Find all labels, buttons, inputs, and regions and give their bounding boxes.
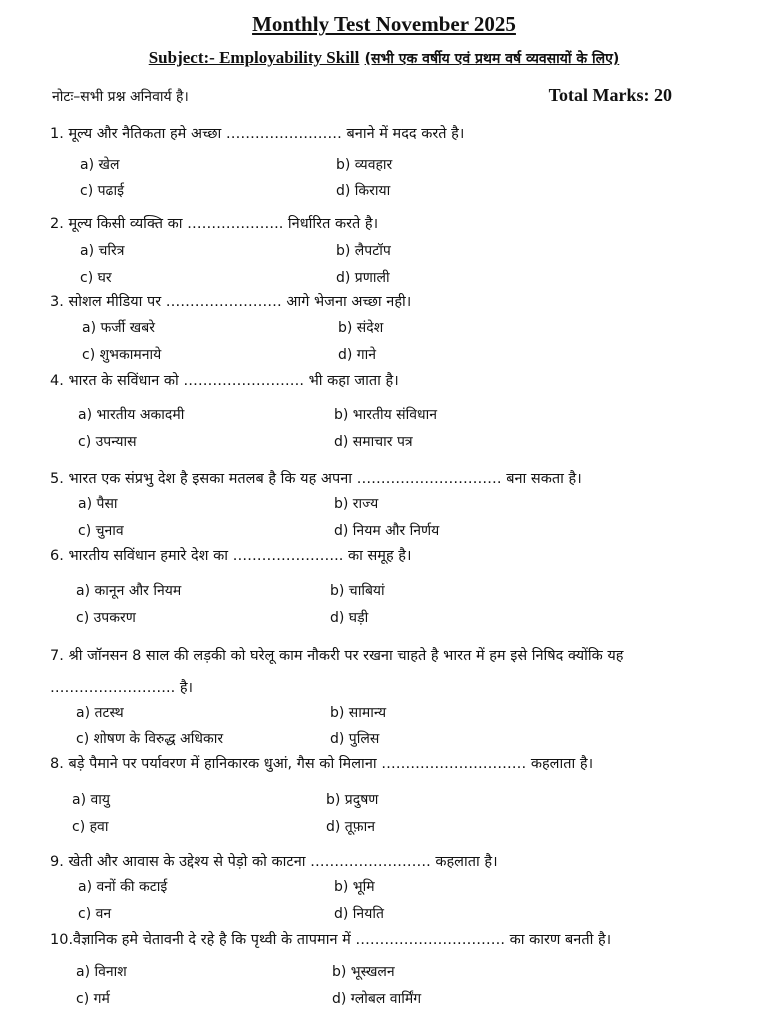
q2-option-a: a) चरित्र <box>80 243 125 259</box>
q7-option-a: a) तटस्थ <box>76 705 124 721</box>
q2-option-d: d) प्रणाली <box>336 270 390 286</box>
subject-english: Subject:- Employability Skill <box>148 48 360 67</box>
q4-option-d: d) समाचार पत्र <box>334 434 413 450</box>
q1-option-d: d) किराया <box>336 183 391 199</box>
question-7: 7. श्री जॉनसन 8 साल की लड़की को घरेलू काम नौकरी पर रखना चाहते है भारत में हम इसे निषिद क्योंकि यह …………………….. है। <box>50 648 624 696</box>
question-3: 3. सोशल मीडिया पर …………………… आगे भेजना अच्छा नही। <box>50 294 412 310</box>
q10-option-c: c) गर्म <box>76 991 110 1007</box>
subject-hindi: (सभी एक वर्षीय एवं प्रथम वर्ष व्यवसायों के लिए) <box>364 51 620 67</box>
question-10: 10.वैज्ञानिक हमे चेतावनी दे रहे है कि पृथ्वी के तापमान में …………………………. का कारण बनती है। <box>50 932 612 948</box>
q5-option-a: a) पैसा <box>78 496 118 512</box>
q8-option-d: d) तूफ़ान <box>326 819 375 835</box>
q9-option-b: b) भूमि <box>334 879 375 895</box>
q8-option-a: a) वायु <box>72 792 111 808</box>
q6-option-d: d) घड़ी <box>330 610 369 626</box>
q3-option-a: a) फर्जी खबरे <box>82 320 155 336</box>
q5-option-c: c) चुनाव <box>78 523 124 539</box>
question-1: 1. मूल्य और नैतिकता हमे अच्छा …………………… बनाने में मदद करते है। <box>50 126 465 142</box>
q7-option-c: c) शोषण के विरुद्ध अधिकार <box>76 731 224 747</box>
q3-option-d: d) गाने <box>338 347 377 363</box>
q4-option-b: b) भारतीय संविधान <box>334 407 438 423</box>
total-marks: Total Marks: 20 <box>548 85 672 105</box>
question-4: 4. भारत के सविंधान को ……………………. भी कहा जाता है। <box>50 373 399 389</box>
q3-option-c: c) शुभकामनाये <box>82 347 162 363</box>
q6-option-b: b) चाबियां <box>330 583 385 599</box>
question-5: 5. भारत एक संप्रभु देश है इसका मतलब है कि यह अपना ………………………… बना सकता है। <box>50 471 582 487</box>
q2-option-c: c) घर <box>80 270 112 286</box>
q9-option-d: d) नियति <box>334 906 384 922</box>
q4-option-c: c) उपन्यास <box>78 434 137 450</box>
q8-option-c: c) हवा <box>72 819 109 835</box>
question-9: 9. खेती और आवास के उद्देश्य से पेड़ो को काटना ……………………. कहलाता है। <box>50 854 498 870</box>
q6-option-a: a) कानून और नियम <box>76 583 182 599</box>
subject-line <box>0 48 768 68</box>
q2-option-b: b) लैपटॉप <box>336 243 391 259</box>
q9-option-a: a) वनों की कटाई <box>78 879 168 895</box>
q4-option-a: a) भारतीय अकादमी <box>78 407 185 423</box>
question-8: 8. बड़े पैमाने पर पर्यावरण में हानिकारक धुआं, गैस को मिलाना ………………………… कहलाता है। <box>50 756 594 772</box>
q5-option-b: b) राज्य <box>334 496 379 512</box>
q1-option-c: c) पढाई <box>80 183 124 199</box>
q10-option-b: b) भूस्खलन <box>332 964 395 980</box>
q7-option-d: d) पुलिस <box>330 731 380 747</box>
question-6: 6. भारतीय सविंधान हमारे देश का ………………….. का समूह है। <box>50 548 412 564</box>
q9-option-c: c) वन <box>78 906 112 922</box>
question-2: 2. मूल्य किसी व्यक्ति का ……………….. निर्धारित करते है। <box>50 216 379 232</box>
q10-option-a: a) विनाश <box>76 964 127 980</box>
q1-option-b: b) व्यवहार <box>336 157 393 173</box>
q7-option-b: b) सामान्य <box>330 705 387 721</box>
instruction-note: नोटः–सभी प्रश्न अनिवार्य है। <box>52 89 189 105</box>
q5-option-d: d) नियम और निर्णय <box>334 523 440 539</box>
q1-option-a: a) खेल <box>80 157 120 173</box>
q10-option-d: d) ग्लोबल वार्मिंग <box>332 991 422 1007</box>
q3-option-b: b) संदेश <box>338 320 384 336</box>
test-title: Monthly Test November 2025 <box>252 12 516 36</box>
q6-option-c: c) उपकरण <box>76 610 136 626</box>
q8-option-b: b) प्रदुषण <box>326 792 379 808</box>
